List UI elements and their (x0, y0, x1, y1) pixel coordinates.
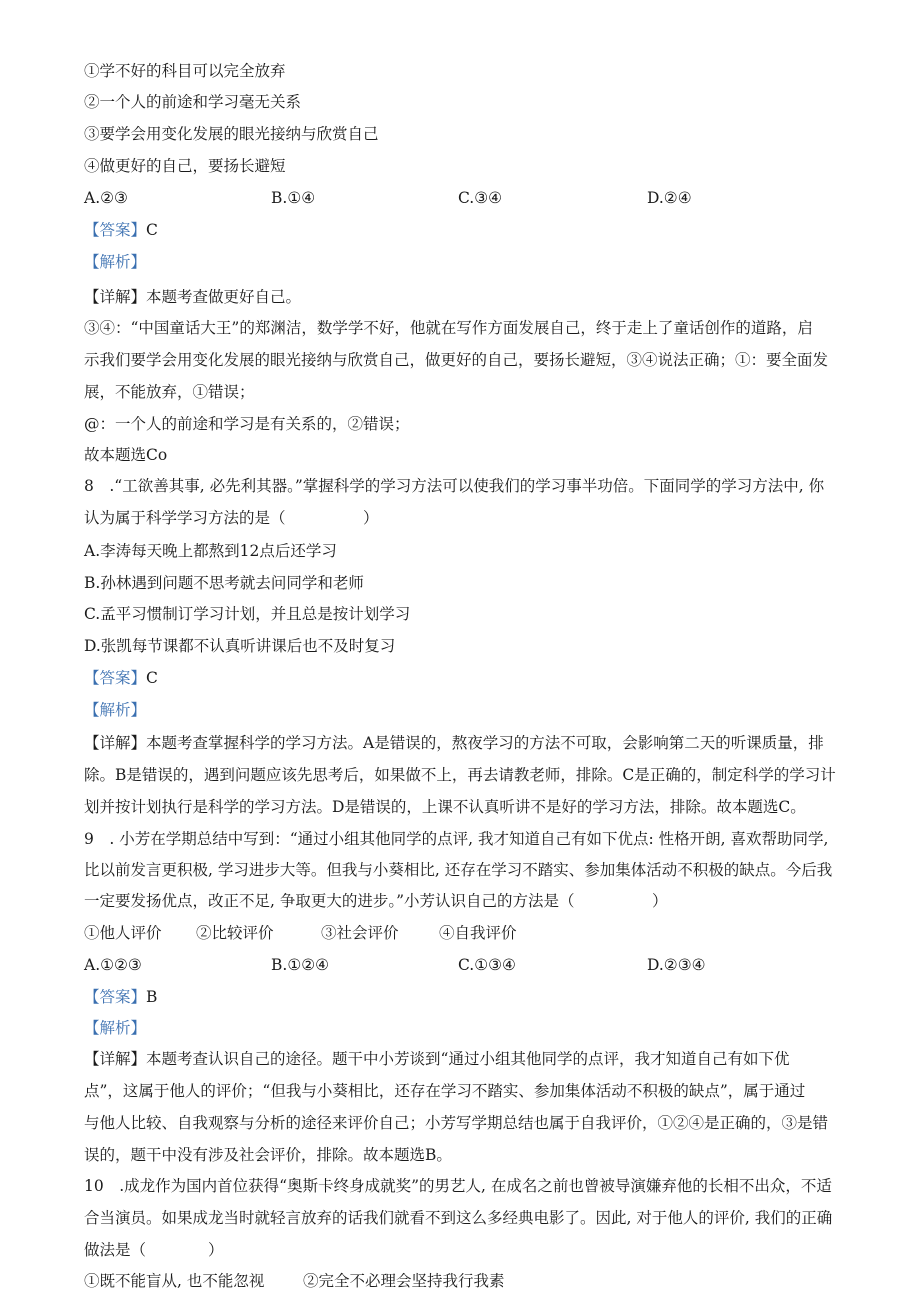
q7-detail-line-1 (84, 287, 301, 307)
q10-stem-line-1: 10 .成龙作为国内首位获得“奥斯卡终身成就奖”的男艺人, 在成名之前也曾被导演嫌弃他的长相不出众，不适 (84, 1177, 832, 1195)
q8-detail-line-3: 划并按计划执行是科学的学习方法。D是错误的，上课不认真听讲不是好的学习方法，排除。故本题选C。 (84, 798, 806, 816)
q8-detail-line-1 (84, 733, 824, 753)
q7-item-4: ④做更好的自己，要扬长避短 (84, 157, 286, 175)
q7-answer (84, 220, 158, 240)
detail-tag: 【详解】 (84, 734, 147, 752)
q7-item-1: ①学不好的科目可以完全放弃 (84, 62, 286, 80)
q9-item-3: ③社会评价 (321, 924, 399, 942)
q9-detail-line-2: 点”，这属于他人的评价；“但我与小葵相比，还存在学习不踏实、参加集体活动不积极的缺点”，属于通过 (84, 1082, 806, 1100)
answer-tag: 【答案】 (84, 669, 147, 687)
q7-answer-value: C (146, 221, 158, 239)
q8-option-a: A.李涛每天晚上都熬到12点后还学习 (84, 542, 337, 560)
q10-stem-line-3: 做法是（ ） (84, 1241, 224, 1259)
q9-stem-line-1: 9 . 小芳在学期总结中写到：“通过小组其他同学的点评, 我才知道自己有如下优点: 性格开朗, 喜欢帮助同学, (84, 830, 829, 848)
q9-detail-line-4: 误的，题干中没有涉及社会评价，排除。故本题选B。 (84, 1146, 452, 1164)
q9-option-c: C.①③④ (458, 956, 516, 974)
q7-option-a: A.②③ (84, 189, 128, 207)
q9-detail-line-1 (84, 1049, 789, 1069)
q9-stem-line-2: 比以前发言更积极, 学习进步大等。但我与小葵相比, 还存在学习不踏实、参加集体活动不积极的缺点。今后我 (84, 861, 833, 879)
q8-detail-line-2: 除。B是错误的，遇到问题应该先思考后，如果做不上，再去请教老师，排除。C是正确的，制定科学的学习计 (84, 766, 836, 784)
q8-option-b: B.孙林遇到问题不思考就去问同学和老师 (84, 574, 364, 592)
answer-tag: 【答案】 (84, 988, 147, 1006)
q9-option-b: B.①②④ (271, 956, 330, 974)
q9-option-a: A.①②③ (84, 956, 142, 974)
q8-detail-text: 本题考查掌握科学的学习方法。A是错误的，熬夜学习的方法不可取，会影响第二天的听课质量，排 (146, 734, 824, 752)
q8-option-c: C.孟平习惯制订学习计划，并且总是按计划学习 (84, 605, 411, 623)
q7-item-2: ②一个人的前途和学习毫无关系 (84, 93, 302, 111)
q9-item-1: ①他人评价 (84, 924, 162, 942)
q9-answer-value: B (146, 988, 158, 1006)
detail-tag: 【详解】 (84, 1050, 147, 1068)
answer-tag: 【答案】 (84, 221, 147, 239)
q9-answer (84, 987, 157, 1007)
q7-analysis-tag: 【解析】 (84, 253, 147, 271)
q8-stem-line-2: 认为属于科学学习方法的是（ ） (84, 509, 379, 527)
q7-detail-line-3: 示我们要学会用变化发展的眼光接纳与欣赏自己，做更好的自己，要扬长避短，③④说法正确；①：要全面发 (84, 351, 829, 369)
q9-stem-line-3: 一定要发扬优点，改正不足, 争取更大的进步。”小芳认识自己的方法是（ ） (84, 892, 668, 910)
q7-option-b: B.①④ (271, 189, 316, 207)
q8-answer (84, 668, 158, 688)
q7-option-d: D.②④ (647, 189, 692, 207)
q7-detail-text: 本题考查做更好自己。 (146, 288, 302, 306)
q7-detail-line-6: 故本题选Co (84, 446, 168, 464)
q9-item-2: ②比较评价 (196, 924, 274, 942)
q9-detail-line-3: 与他人比较、自我观察与分析的途径来评价自己；小芳写学期总结也属于自我评价，①②④是正确的，③是错 (84, 1114, 829, 1132)
q10-item-1: ①既不能盲从, 也不能忽视 (84, 1272, 265, 1290)
q7-option-c: C.③④ (458, 189, 503, 207)
q7-detail-line-4: 展，不能放弃，①错误； (84, 383, 255, 401)
q7-detail-line-5: @：一个人的前途和学习是有关系的，②错误； (84, 415, 410, 433)
q10-item-2: ②完全不必理会坚持我行我素 (303, 1272, 505, 1290)
q8-option-d: D.张凯每节课都不认真听讲课后也不及时复习 (84, 637, 396, 655)
q8-answer-value: C (146, 669, 158, 687)
detail-tag: 【详解】 (84, 288, 147, 306)
q9-option-d: D.②③④ (647, 956, 706, 974)
q9-detail-text: 本题考查认识自己的途径。题干中小芳谈到“通过小组其他同学的点评，我才知道自己有如下优 (146, 1050, 790, 1068)
q7-item-3: ③要学会用变化发展的眼光接纳与欣赏自己 (84, 125, 379, 143)
q10-stem-line-2: 合当演员。如果成龙当时就轻言放弃的话我们就看不到这么多经典电影了。因此, 对于他人的评价, 我们的正确 (84, 1209, 833, 1227)
q9-analysis-tag: 【解析】 (84, 1019, 147, 1037)
q7-detail-line-2: ③④：“中国童话大王”的郑渊洁，数学学不好，他就在写作方面发展自己，终于走上了童话创作的道路，启 (84, 319, 813, 337)
q8-analysis-tag: 【解析】 (84, 701, 147, 719)
q8-stem-line-1: 8 .“工欲善其事, 必先利其器。”掌握科学的学习方法可以使我们的学习事半功倍。下面同学的学习方法中, 你 (84, 477, 825, 495)
q9-item-4: ④自我评价 (439, 924, 517, 942)
